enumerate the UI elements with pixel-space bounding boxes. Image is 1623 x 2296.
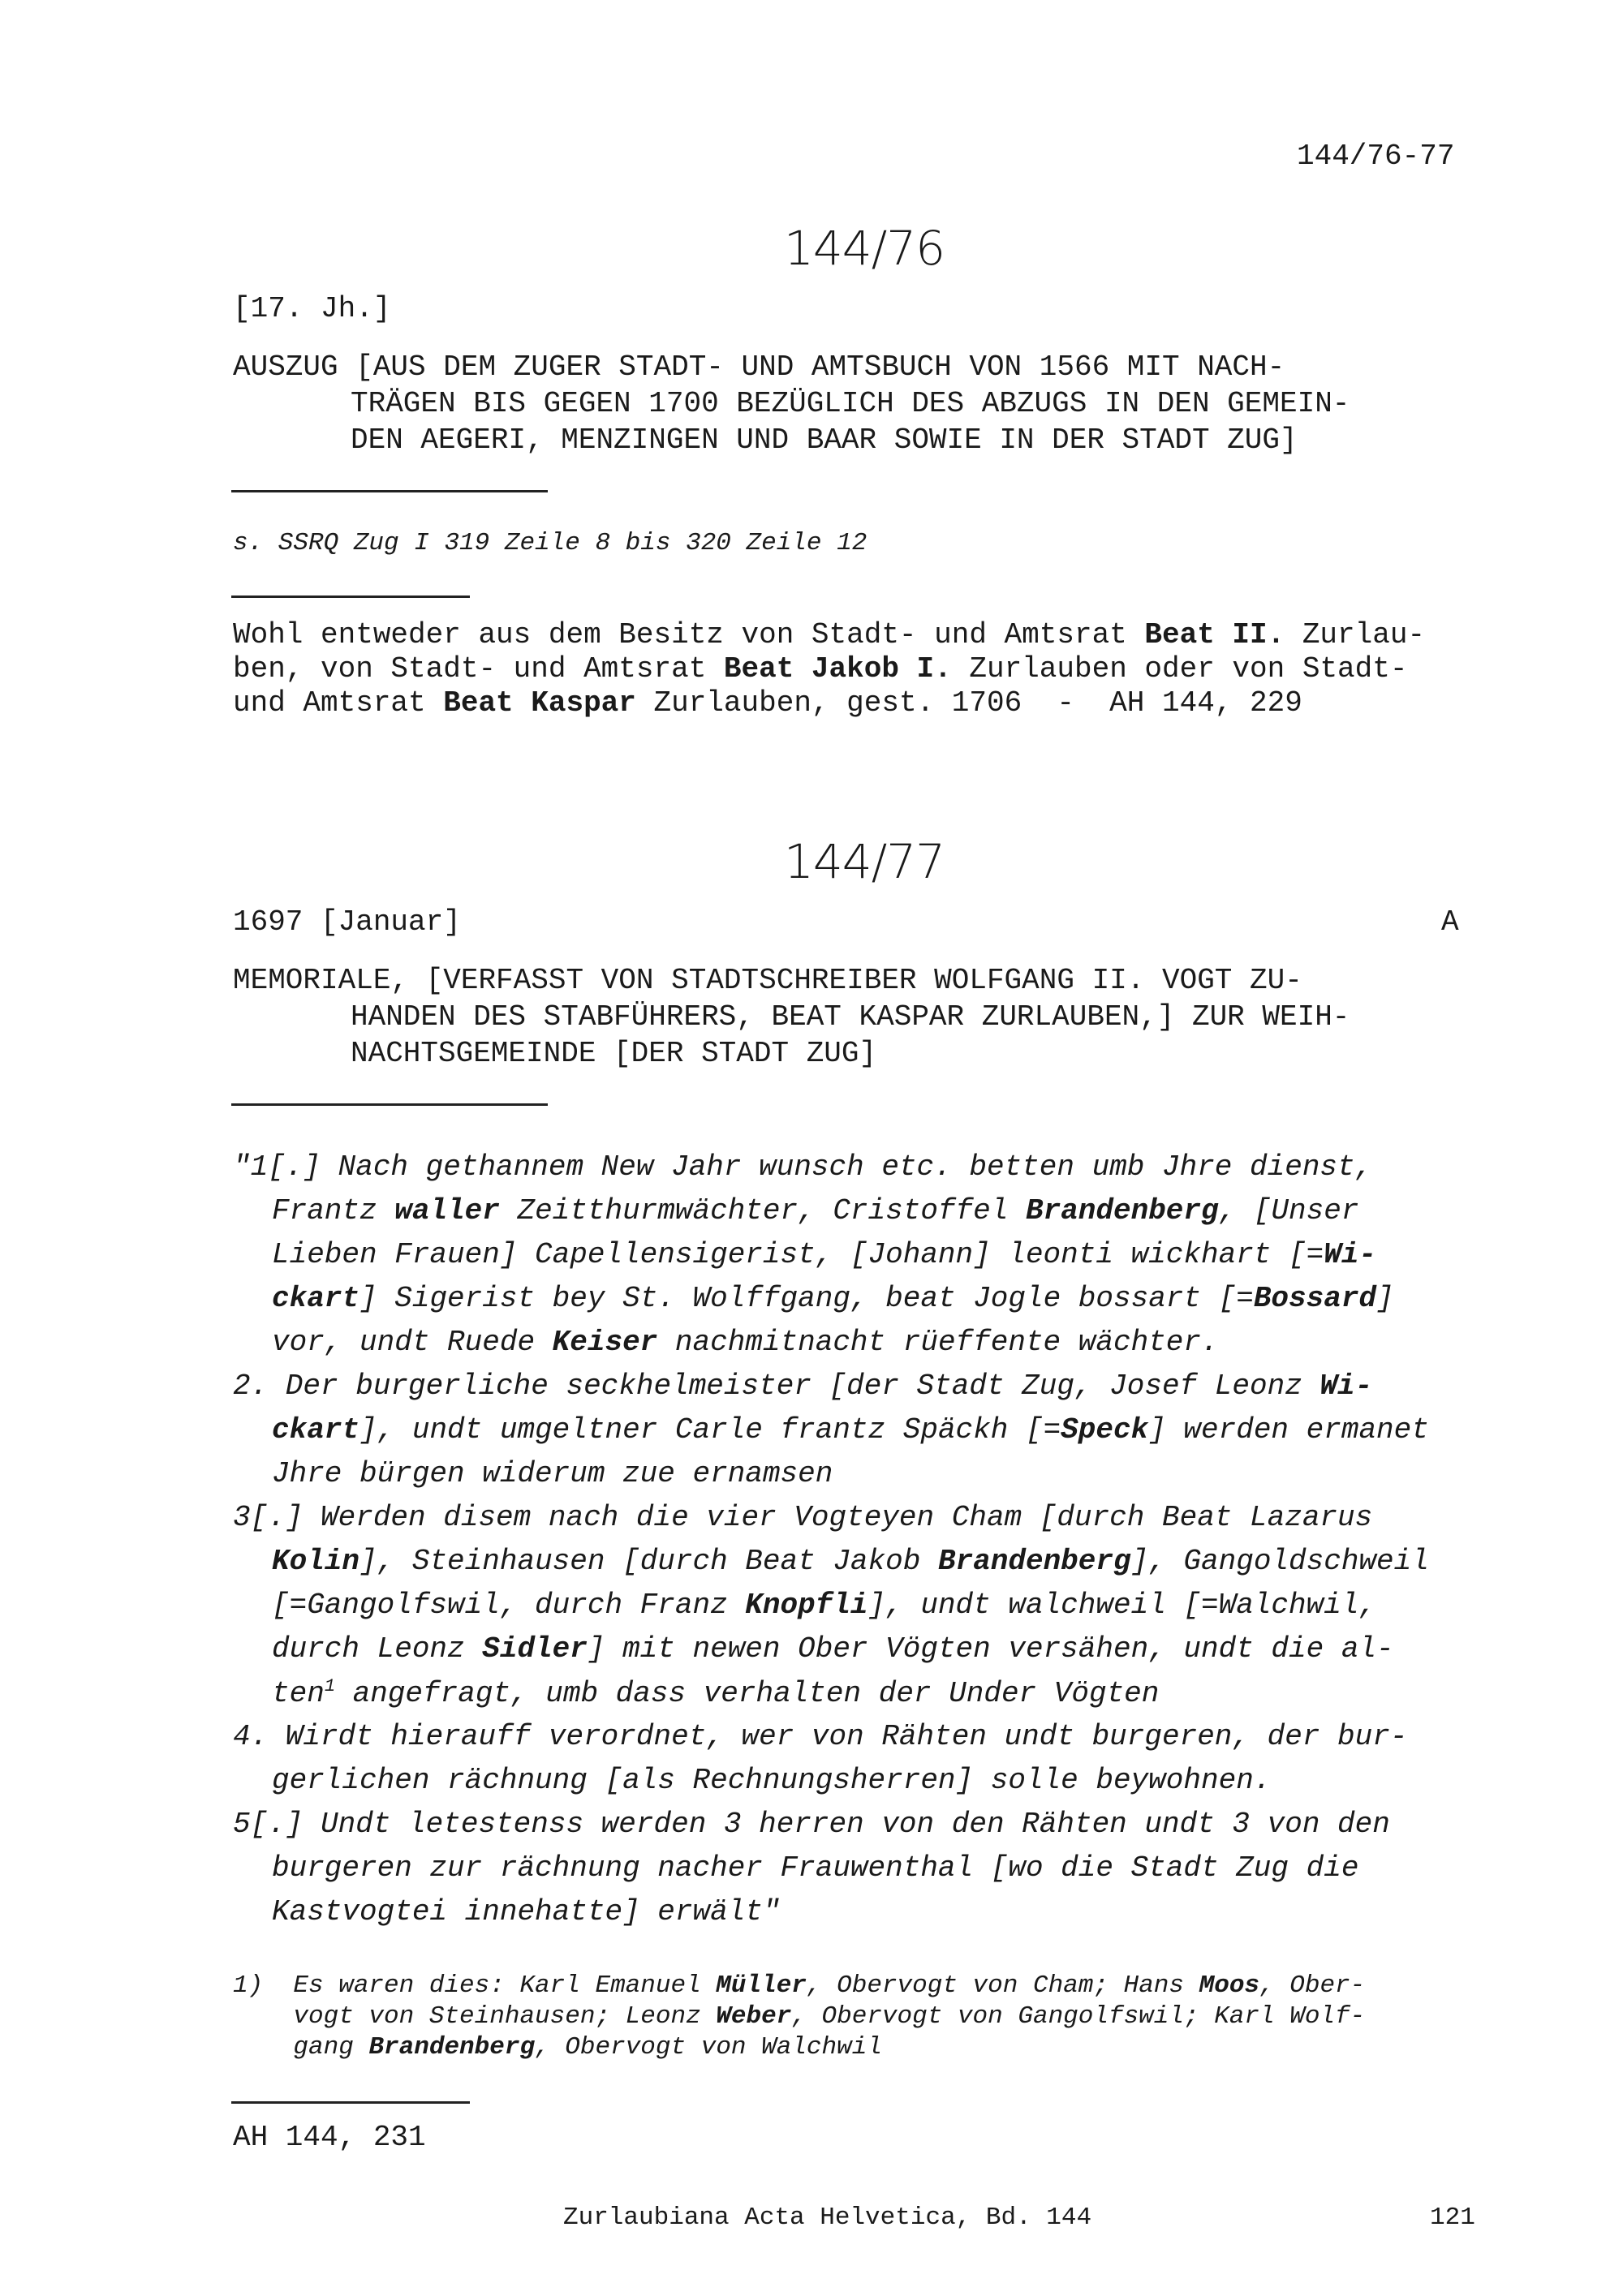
person-name: Sidler [482,1632,588,1666]
divider [231,490,548,492]
publication-title: Zurlaubiana Acta Helvetica, Bd. 144 [563,2204,1092,2232]
person-name: Weber [716,2002,792,2031]
note-line: und Amtsrat Beat Kaspar Zurlauben, gest. 1706 - AH 144, 229 [233,686,1302,720]
person-name: Brandenberg [937,1545,1131,1578]
person-name: Brandenberg [368,2033,536,2062]
person-name: Knopfli [745,1589,868,1622]
footnote-line: 1) Es waren dies: Karl Emanuel Müller, Obervogt von Cham; Hans Moos, Ober- [233,1971,1366,2000]
document-number-77: 144/77 [784,834,945,889]
title-line: DEN AEGERI, MENZINGEN UND BAAR SOWIE IN DER STADT ZUG] [351,424,1298,457]
person-name: Bossard [1253,1282,1377,1315]
person-name: Speck [1061,1413,1149,1447]
reference-76: s. SSRQ Zug I 319 Zeile 8 bis 320 Zeile 12 [233,529,867,557]
title-line: HANDEN DES STABFÜHRERS, BEAT KASPAR ZURLAUBEN,] ZUR WEIH- [351,1000,1350,1034]
title-line: AUSZUG [AUS DEM ZUGER STADT- UND AMTSBUCH VON 1566 MIT NACH- [233,350,1285,384]
note-line: ben, von Stadt- und Amtsrat Beat Jakob I. Zurlauben oder von Stadt- [233,652,1408,686]
document-date-77: 1697 [Januar] [233,905,461,939]
page-reference: 144/76-77 [1297,140,1455,173]
person-name: ckart [272,1282,360,1315]
body-line: [=Gangolfswil, durch Franz Knopfli], undt walchweil [=Walchwil, [272,1589,1377,1622]
person-name: ckart [272,1413,360,1447]
person-name: Wi- [1324,1238,1377,1271]
body-line: 4. Wirdt hierauff verordnet, wer von Rähten undt burgeren, der bur- [233,1720,1408,1753]
person-name: Müller [716,1971,807,2000]
body-line: 5[.] Undt letestenss werden 3 herren von den Rähten undt 3 von den [233,1808,1390,1841]
body-line: 2. Der burgerliche seckhelmeister [der Stadt Zug, Josef Leonz Wi- [233,1369,1373,1403]
person-name: Beat II. [1144,618,1285,651]
body-line: 3[.] Werden disem nach die vier Vogteyen Cham [durch Beat Lazarus [233,1501,1373,1534]
body-line: Lieben Frauen] Capellensigerist, [Johann] leonti wickhart [=Wi- [272,1238,1377,1271]
divider [231,595,470,598]
body-line: Kolin], Steinhausen [durch Beat Jakob Brandenberg], Gangoldschweil [272,1545,1429,1578]
body-line: vor, undt Ruede Keiser nachmitnacht rüeffente wächter. [272,1326,1219,1359]
note-line: Wohl entweder aus dem Besitz von Stadt- und Amtsrat Beat II. Zurlau- [233,618,1426,651]
original-mark: A [1441,905,1459,939]
body-line: Frantz waller Zeitthurmwächter, Cristoffel Brandenberg, [Unser [272,1194,1359,1228]
body-line: burgeren zur rächnung nacher Frauwenthal [wo die Stadt Zug die [272,1851,1359,1885]
person-name: Keiser [552,1326,658,1359]
body-line: ckart], undt umgeltner Carle frantz Späckh [=Speck] werden ermanet [272,1413,1429,1447]
person-name: waller [394,1194,500,1228]
person-name: Brandenberg [1025,1194,1219,1228]
body-line: Jhre bürgen widerum zue ernamsen [272,1457,833,1490]
body-line: ckart] Sigerist bey St. Wolffgang, beat Jogle bossart [=Bossard] [272,1282,1394,1315]
divider [231,2101,470,2104]
person-name: Beat Kaspar [443,686,636,720]
footnote-marker: 1 [324,1676,336,1696]
person-name: Kolin [272,1545,360,1578]
body-line: "1[.] Nach gethannem New Jahr wunsch etc. betten umb Jhre dienst, [233,1150,1373,1184]
document-date-76: [17. Jh.] [233,292,391,325]
title-line: TRÄGEN BIS GEGEN 1700 BEZÜGLICH DES ABZUGS IN DEN GEMEIN- [351,387,1350,420]
divider [231,1103,548,1106]
body-line: durch Leonz Sidler] mit newen Ober Vögten versähen, undt die al- [272,1632,1394,1666]
page-number: 121 [1430,2204,1475,2232]
person-name: Wi- [1319,1369,1373,1403]
body-line: ten$^1$ angefragt, umb dass verhalten der Under Vögten [272,1676,1160,1710]
person-name: Moos [1199,1971,1260,2000]
document-number-76: 144/76 [784,221,945,276]
title-line: NACHTSGEMEINDE [DER STADT ZUG] [351,1037,877,1070]
body-line: gerlichen rächnung [als Rechnungsherren] solle beywohnen. [272,1764,1272,1797]
footnote-line: vogt von Steinhausen; Leonz Weber, Obervogt von Gangolfswil; Karl Wolf- [233,2002,1366,2031]
body-line: Kastvogtei innehatte] erwält" [272,1895,781,1928]
footnote-line: gang Brandenberg, Obervogt von Walchwil [233,2033,882,2062]
source-reference-77: AH 144, 231 [233,2121,426,2154]
person-name: Beat Jakob I. [723,652,952,686]
title-line: MEMORIALE, [VERFASST VON STADTSCHREIBER WOLFGANG II. VOGT ZU- [233,964,1302,997]
